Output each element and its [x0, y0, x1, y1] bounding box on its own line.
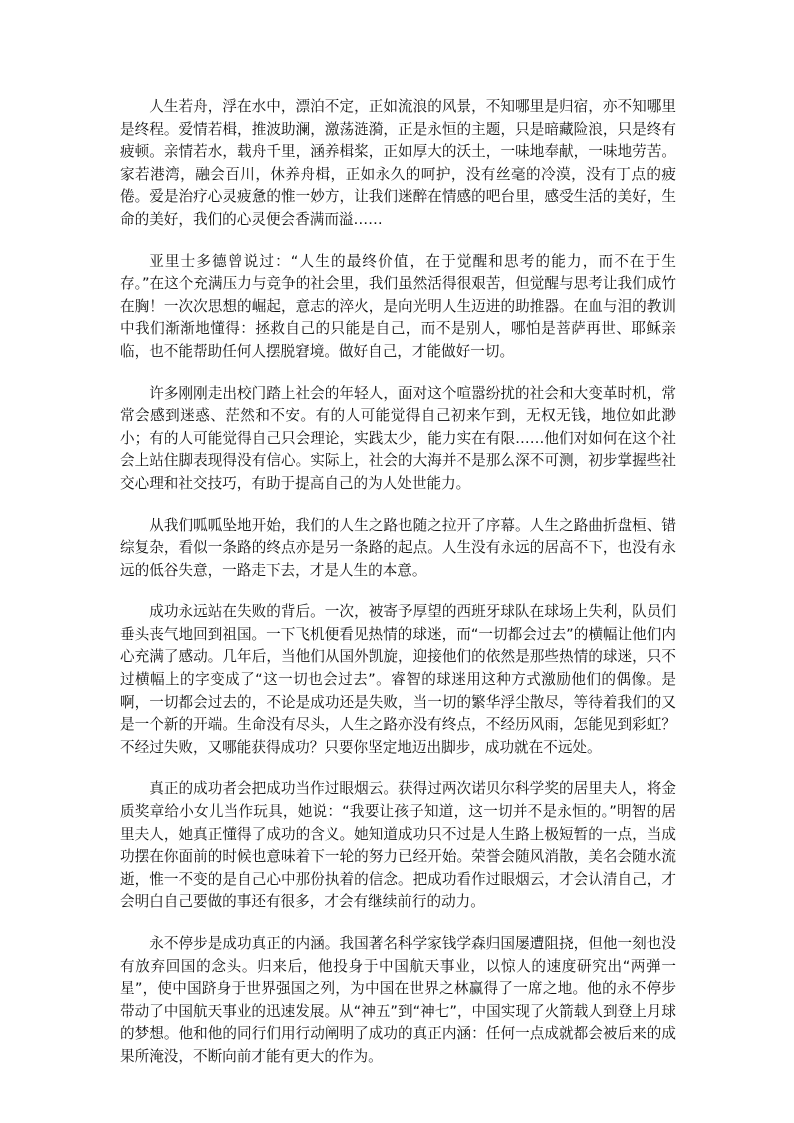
paragraph-7: 永不停步是成功真正的内涵。我国著名科学家钱学森归国屡遭阻挠，但他一刻也没有放弃回国的念头。归来后，他投身于中国航天事业，以惊人的速度研究出“两弹一星”，使中国跻身于世界强国之列，为中国在世界之林赢得了一席之地。他的永不停步带动了中国航天事业的迅速发展。从“神五”到“神七”，中国实现了火箭载人到登上月球的梦想。他和他的同行们用行动阐明了成功的真正内涵：任何一点成就都会被后来的成果所淹没，不断向前才能有更大的作为。: [120, 935, 676, 1065]
paragraph-2: 亚里士多德曾说过：“人生的最终价值，在于觉醒和思考的能力，而不在于生存。”在这个充满压力与竞争的社会里，我们虽然活得很艰苦，但觉醒与思考让我们成竹在胸！一次次思想的崛起，意志的淬火，是向光明人生迈进的助推器。在血与泪的教训中我们渐渐地懂得：拯救自己的只能是自己，而不是别人，哪怕是菩萨再世、耶稣亲临，也不能帮助任何人摆脱窘境。做好自己，才能做好一切。: [120, 252, 676, 360]
article-body: [120, 96, 676, 1088]
paragraph-5: 成功永远站在失败的背后。一次，被寄予厚望的西班牙球队在球场上失利，队员们垂头丧气地回到祖国。一下飞机便看见热情的球迷，而“一切都会过去”的横幅让他们内心充满了感动。几年后，当他们从国外凯旋，迎接他们的依然是那些热情的球迷，只不过横幅上的字变成了“这一切也会过去”。睿智的球迷用这种方式激励他们的偶像。是啊，一切都会过去的，不论是成功还是失败，当一切的繁华浮尘散尽，等待着我们的又是一个新的开端。生命没有尽头，人生之路亦没有终点，不经历风雨，怎能见到彩虹？不经过失败，又哪能获得成功？只要你坚定地迈出脚步，成功就在不远处。: [120, 603, 676, 756]
paragraph-3: 许多刚刚走出校门踏上社会的年轻人，面对这个喧嚣纷扰的社会和大变革时机，常常会感到迷惑、茫然和不安。有的人可能觉得自己初来乍到，无权无钱，地位如此渺小；有的人可能觉得自己只会理论，实践太少，能力实在有限……他们对如何在这个社会上站住脚表现得没有信心。实际上，社会的大海并不是那么深不可测，初步掌握些社交心理和社交技巧，有助于提高自己的为人处世能力。: [120, 384, 676, 492]
paragraph-1: 人生若舟，浮在水中，漂泊不定，正如流浪的风景，不知哪里是归宿，亦不知哪里是终程。爱情若楫，推波助澜，激荡涟漪，正是永恒的主题，只是暗藏险浪，只是终有疲顿。亲情若水，载舟千里，涵养楫桨，正如厚大的沃土，一味地奉献，一味地劳苦。家若港湾，融会百川，休养舟楫，正如永久的呵护，没有丝毫的冷漠，没有丁点的疲倦。爱是治疗心灵疲惫的惟一妙方，让我们迷醉在情感的吧台里，感受生活的美好，生命的美好，我们的心灵便会香满而溢……: [120, 98, 676, 228]
paragraph-4: 从我们呱呱坠地开始，我们的人生之路也随之拉开了序幕。人生之路曲折盘桓、错综复杂，看似一条路的终点亦是另一条路的起点。人生没有永远的居高不下，也没有永远的低谷失意，一路走下去，才是人生的本意。: [120, 516, 676, 579]
paragraph-6: 真正的成功者会把成功当作过眼烟云。获得过两次诺贝尔科学奖的居里夫人，将金质奖章给小女儿当作玩具，她说：“我要让孩子知道，这一切并不是永恒的。”明智的居里夫人，她真正懂得了成功的含义。她知道成功只不过是人生路上极短暂的一点，当成功摆在你面前的时候也意味着下一轮的努力已经开始。荣誉会随风消散，美名会随水流逝，惟一不变的是自己心中那份执着的信念。把成功看作过眼烟云，才会认清自己，才会明白自己要做的事还有很多，才会有继续前行的动力。: [120, 780, 676, 911]
